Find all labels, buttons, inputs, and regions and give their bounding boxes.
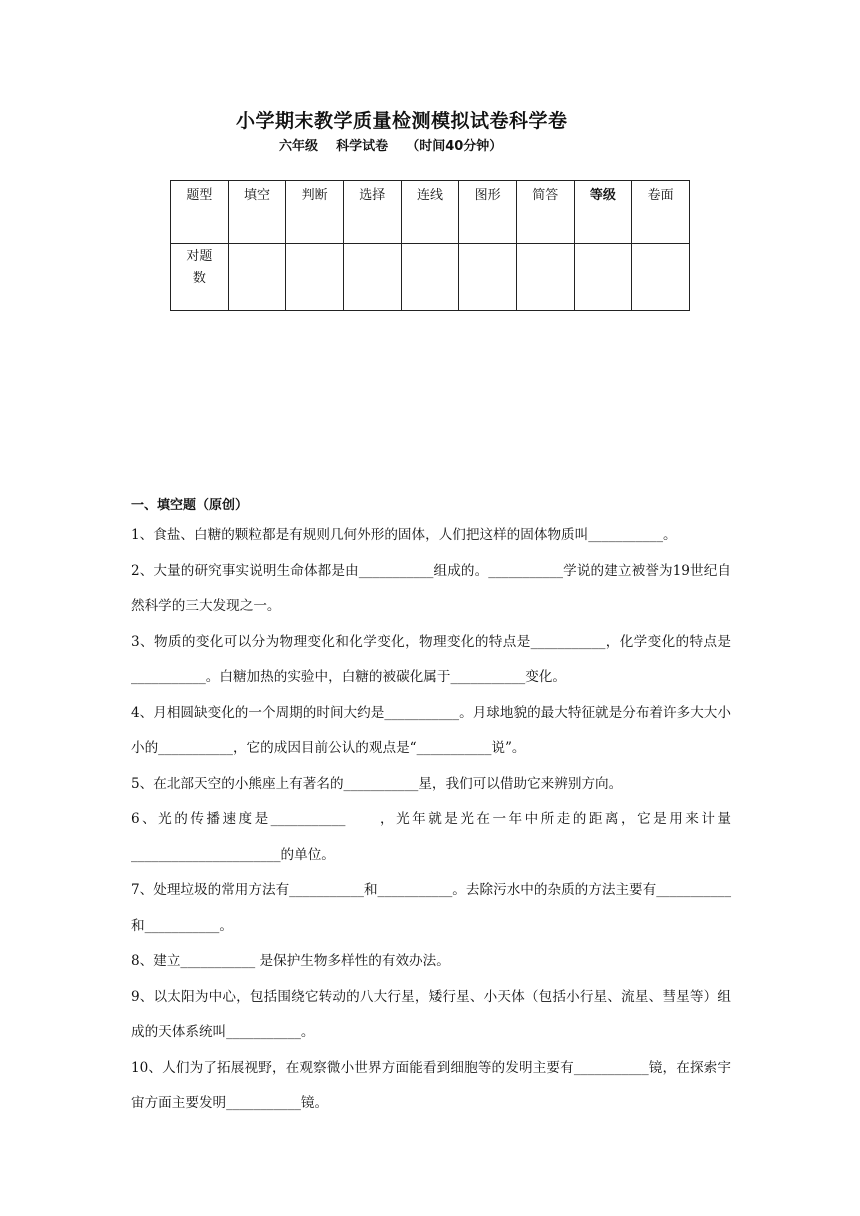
header-cell-type: 题型 xyxy=(171,181,229,244)
header-cell-match: 连线 xyxy=(401,181,459,244)
question-7: 7、处理垃圾的常用方法有___________和___________。去除污水中的杂质的方法主要有___________和___________。 xyxy=(131,882,731,934)
score-table-count-row xyxy=(171,244,690,311)
question-list xyxy=(131,518,731,1122)
score-table xyxy=(170,180,690,311)
question-1: 1、食盐、白糖的颗粒都是有规则几何外形的固体，人们把这样的固体物质叫___________。 xyxy=(131,527,677,543)
exam-subtitle: 六年级 科学试卷 （时间40分钟） xyxy=(279,139,503,154)
score-cell xyxy=(286,244,344,311)
header-cell-neatness: 卷面 xyxy=(632,181,690,244)
question-9: 9、以太阳为中心，包括围绕它转动的八大行星，矮行星、小天体（包括小行星、流星、彗星等）组成的天体系统叫___________。 xyxy=(131,988,731,1040)
score-cell xyxy=(632,244,690,311)
question-3: 3、物质的变化可以分为物理变化和化学变化，物理变化的特点是___________，化学变化的特点是___________。白糖加热的实验中，白糖的被碳化属于___________变化。 xyxy=(131,633,731,685)
score-cell xyxy=(228,244,286,311)
header-cell-graph: 图形 xyxy=(459,181,517,244)
section-title-fill-in: 一、填空题（原创） xyxy=(131,498,249,513)
score-cell xyxy=(401,244,459,311)
row-label-correct-count: 对题数 xyxy=(171,244,229,311)
header-cell-choice: 选择 xyxy=(343,181,401,244)
question-2: 2、大量的研究事实说明生命体都是由___________组成的。___________学说的建立被誉为19世纪自然科学的三大发现之一。 xyxy=(131,562,731,614)
header-cell-grade: 等级 xyxy=(574,181,632,244)
question-6: 6、光的传播速度是___________ ，光年就是光在一年中所走的距离，它是用来计量______________________的单位。 xyxy=(131,811,731,863)
score-table-header-row xyxy=(171,181,690,244)
score-cell xyxy=(516,244,574,311)
header-cell-short-answer: 简答 xyxy=(516,181,574,244)
question-5: 5、在北部天空的小熊座上有著名的___________星，我们可以借助它来辨别方向。 xyxy=(131,775,623,792)
header-cell-fill: 填空 xyxy=(228,181,286,244)
score-cell xyxy=(574,244,632,311)
question-8: 8、建立___________ 是保护生物多样性的有效办法。 xyxy=(131,953,450,969)
score-cell xyxy=(343,244,401,311)
exam-title: 小学期末教学质量检测模拟试卷科学卷 xyxy=(236,110,568,132)
question-4: 4、月相圆缺变化的一个周期的时间大约是___________。月球地貌的最大特征就是分布着许多大大小小的___________，它的成因目前公认的观点是“___________说”。 xyxy=(131,704,731,756)
question-10: 10、人们为了拓展视野，在观察微小世界方面能看到细胞等的发明主要有___________镜，在探索宇宙方面主要发明___________镜。 xyxy=(131,1059,731,1111)
score-cell xyxy=(459,244,517,311)
header-cell-judge: 判断 xyxy=(286,181,344,244)
